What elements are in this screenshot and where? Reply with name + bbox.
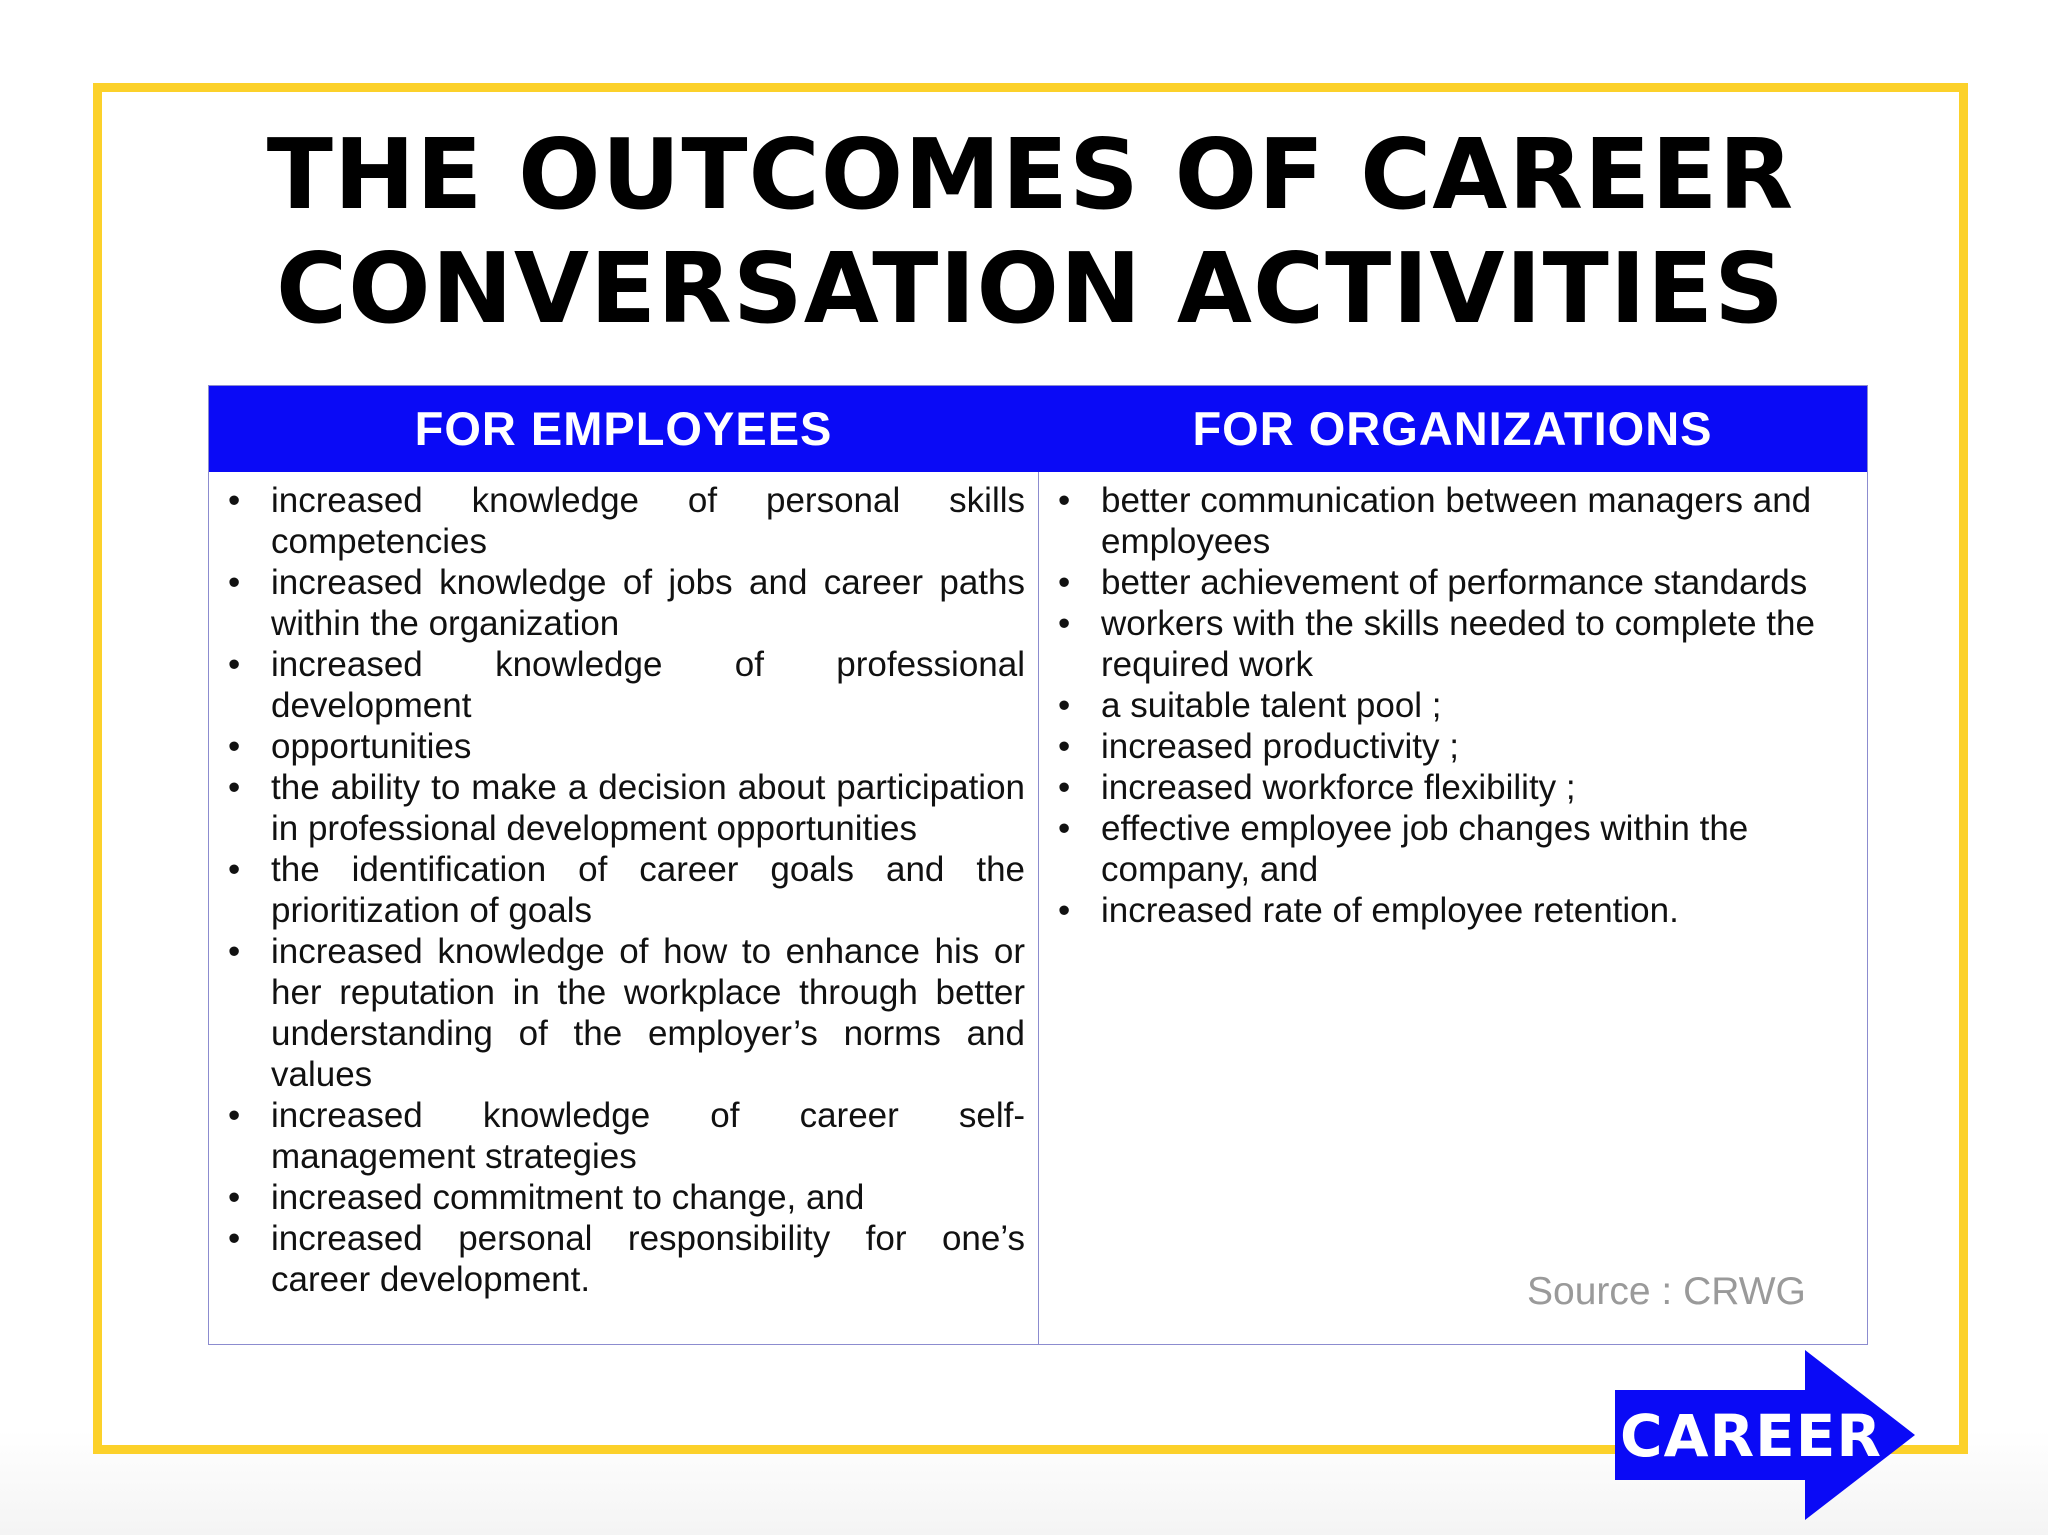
list-item: • increased commitment to change, and	[271, 1177, 1025, 1218]
list-item: • increased knowledge of career self-management strategies	[271, 1095, 1025, 1177]
list-item: • increased knowledge of how to enhance his or her reputation in the workplace through better understanding of the employer’s norms and values	[271, 931, 1025, 1095]
list-item: • better achievement of performance standards	[1101, 562, 1855, 603]
career-badge-label: CAREER	[1620, 1402, 1883, 1470]
list-item: • workers with the skills needed to complete the required work	[1101, 603, 1855, 685]
list-item: • a suitable talent pool ;	[1101, 685, 1855, 726]
list-item: • the ability to make a decision about participation in professional development opportunities	[271, 767, 1025, 849]
slide-title	[93, 118, 1968, 346]
employees-header: FOR EMPLOYEES	[414, 402, 833, 455]
list-item: • increased knowledge of personal skills competencies	[271, 480, 1025, 562]
list-item: • increased knowledge of jobs and career paths within the organization	[271, 562, 1025, 644]
title-line-2: CONVERSATION ACTIVITIES	[276, 232, 1785, 345]
list-item: • increased productivity ;	[1101, 726, 1855, 767]
table-header	[209, 386, 1867, 472]
list-item: • increased workforce flexibility ;	[1101, 767, 1855, 808]
outcomes-table	[208, 385, 1868, 1345]
list-item: • opportunities	[271, 726, 1025, 767]
list-item: • the identification of career goals and the prioritization of goals	[271, 849, 1025, 931]
list-item: • increased personal responsibility for one’s career development.	[271, 1218, 1025, 1300]
source-credit: Source : CRWG	[1527, 1270, 1806, 1313]
list-item: • increased rate of employee retention.	[1101, 890, 1855, 931]
organizations-header: FOR ORGANIZATIONS	[1192, 402, 1713, 455]
column-divider	[1038, 472, 1039, 1345]
title-line-1: THE OUTCOMES OF CAREER	[266, 118, 1795, 231]
list-item: • effective employee job changes within the company, and	[1101, 808, 1855, 890]
list-item: • increased knowledge of professional development	[271, 644, 1025, 726]
employees-list	[271, 480, 1025, 1300]
organizations-list	[1101, 480, 1855, 931]
list-item: • better communication between managers and employees	[1101, 480, 1855, 562]
